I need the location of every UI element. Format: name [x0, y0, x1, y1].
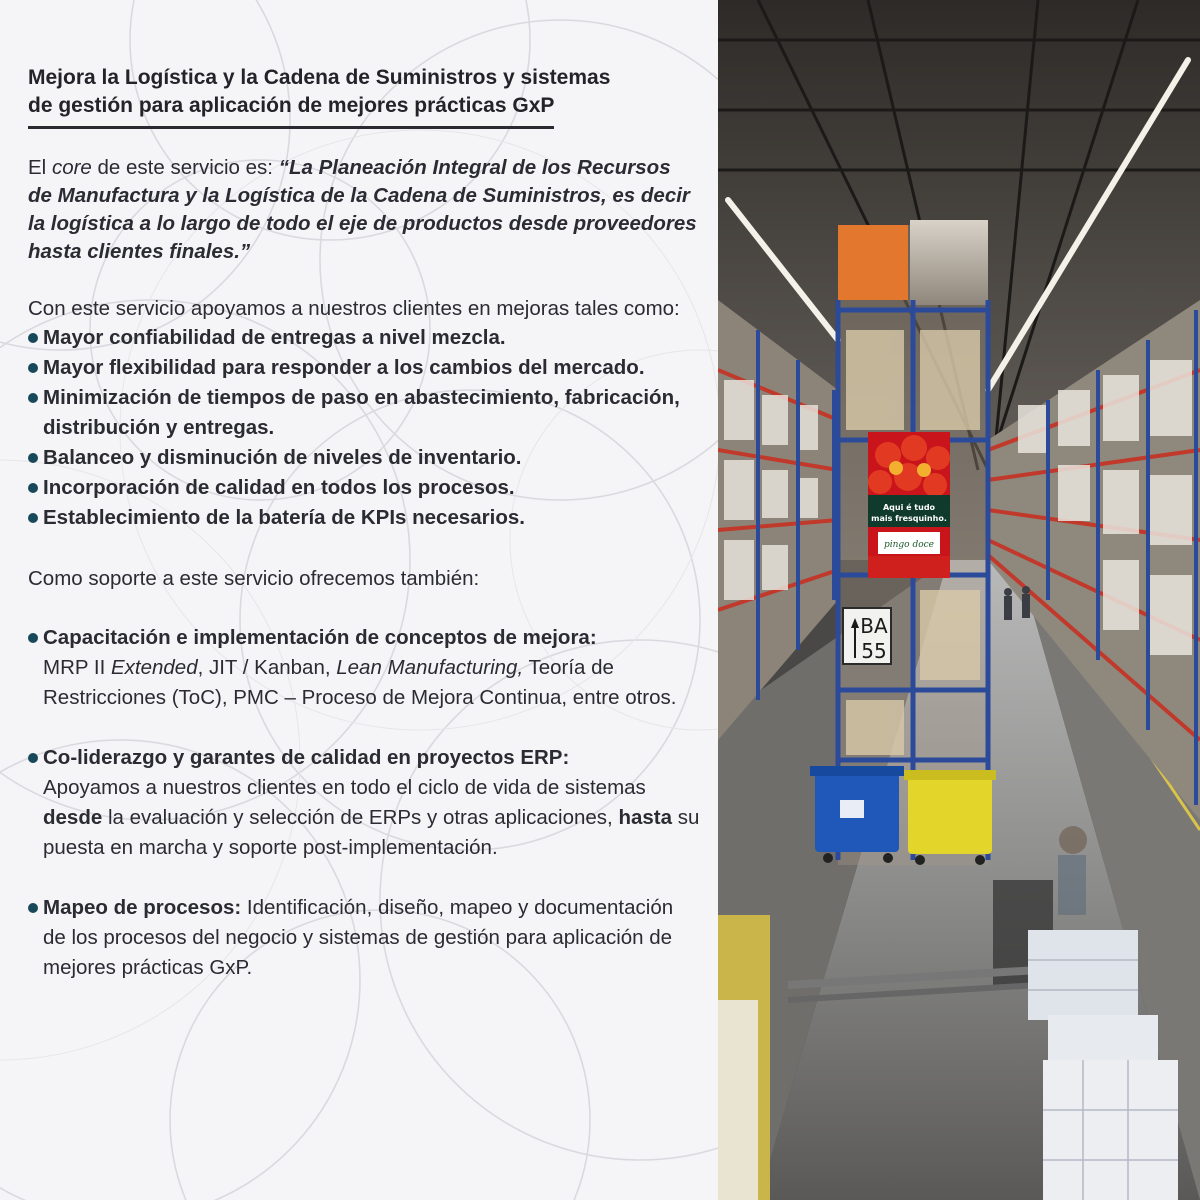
service-text: , JIT / Kanban, [197, 656, 337, 679]
benefit-text: Incorporación de calidad en todos los procesos. [43, 476, 515, 499]
bullet-icon [28, 753, 38, 763]
blue-bin [810, 766, 904, 863]
core-quote: “La Planeación Integral de los Recursos de Manufactura y la Logística de la Cadena de Suministros, es decir la logística a lo largo de todo el eje de productos desde proveedores hasta clientes finales.” [28, 156, 697, 263]
service-text: MRP II [43, 656, 111, 679]
benefit-text: Establecimiento de la batería de KPIs necesarios. [43, 506, 525, 529]
bullet-icon [28, 633, 38, 643]
title-underline [28, 126, 554, 129]
core-middle: de este servicio es: [91, 156, 279, 179]
benefit-item [28, 353, 700, 383]
text-content [28, 64, 700, 983]
aisle-label: 55 [861, 639, 887, 663]
bullet-icon [28, 483, 38, 493]
warehouse-illustration [718, 0, 1200, 1200]
warehouse-photo [718, 0, 1200, 1200]
bullet-icon [28, 453, 38, 463]
promo-sign [868, 432, 950, 578]
bullet-icon [28, 393, 38, 403]
service-training [28, 623, 700, 713]
service-text: Apoyamos a nuestros clientes en todo el ciclo de vida de sistemas [43, 776, 646, 799]
benefit-item [28, 323, 700, 353]
bullet-icon [28, 363, 38, 373]
service-text: Identificación, diseño, mapeo y documentación de los procesos del negocio y sistemas de gestión para aplicación de mejores prácticas GxP. [43, 896, 674, 979]
service-heading: Mapeo de procesos: [43, 896, 242, 919]
service-text-bold: desde [43, 806, 103, 829]
yellow-bin [904, 770, 996, 865]
aisle-number-sign [843, 608, 891, 664]
benefits-list [28, 323, 700, 533]
benefit-item [28, 443, 700, 473]
service-text-italic: Lean Manufacturing, [336, 656, 524, 679]
core-paragraph [28, 154, 700, 266]
sign-brand: pingo doce [883, 540, 935, 550]
page-title [28, 64, 700, 120]
core-word: core [51, 156, 92, 179]
service-heading: Capacitación e implementación de conceptos de mejora: [43, 626, 597, 649]
service-heading: Co-liderazgo y garantes de calidad en proyectos ERP: [43, 746, 570, 769]
bullet-icon [28, 513, 38, 523]
benefit-text: Mayor confiabilidad de entregas a nivel mezcla. [43, 326, 506, 349]
service-text: Teoría de Restricciones (ToC), PMC – Proceso de Mejora Continua, entre otros. [43, 656, 677, 709]
benefit-item [28, 473, 700, 503]
title-line-2: de gestión para aplicación de mejores prácticas GxP [28, 94, 555, 117]
benefit-text: Balanceo y disminución de niveles de inventario. [43, 446, 522, 469]
benefit-text: Mayor flexibilidad para responder a los cambios del mercado. [43, 356, 645, 379]
core-prefix: El [28, 156, 52, 179]
service-text-italic: Extended [110, 656, 198, 679]
bullet-icon [28, 333, 38, 343]
support-intro: Como soporte a este servicio ofrecemos también: [28, 567, 480, 590]
benefit-text: Minimización de tiempos de paso en abastecimiento, fabricación, distribución y entregas. [43, 386, 680, 439]
service-text-bold: hasta [618, 806, 672, 829]
intro-paragraph: Con este servicio apoyamos a nuestros clientes en mejoras tales como: [28, 297, 680, 320]
service-text: su puesta en marcha y soporte post-implementación. [43, 806, 700, 859]
benefit-item [28, 503, 700, 533]
service-erp [28, 743, 700, 863]
bullet-icon [28, 903, 38, 913]
aisle-label: BA [860, 614, 888, 638]
service-process-mapping [28, 893, 700, 983]
sign-text: Aqui é tudo [882, 503, 936, 512]
sign-text: mais fresquinho. [871, 514, 947, 523]
service-text: la evaluación y selección de ERPs y otras aplicaciones, [102, 806, 619, 829]
benefit-item [28, 383, 700, 443]
title-line-1: Mejora la Logística y la Cadena de Suministros y sistemas [28, 66, 611, 89]
